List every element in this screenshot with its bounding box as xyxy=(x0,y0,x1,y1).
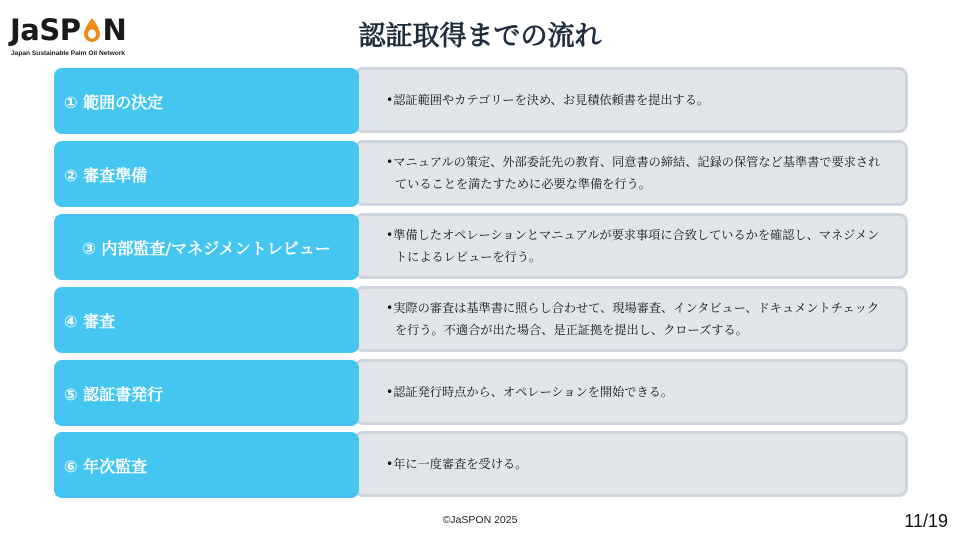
step-label: ⑥ 年次監査 xyxy=(54,432,359,498)
step-description-text: •年に一度審査を受ける。 xyxy=(386,457,528,471)
step-row xyxy=(54,286,908,352)
logo-wordmark-left: JaSP xyxy=(10,13,81,47)
step-label: ① 範囲の決定 xyxy=(54,68,359,134)
step-label: ④ 審査 xyxy=(54,287,359,353)
step-row xyxy=(54,431,908,497)
step-description-text: •準備したオペレーションとマニュアルが要求事項に合致しているかを確認し、マネジメントによるレビューを行う。 xyxy=(386,228,880,264)
step-description xyxy=(386,213,891,279)
step-description-text: •実際の審査は基準書に照らし合わせて、現場審査、インタビュー、ドキュメントチェックを行う。不適合が出た場合、是正証拠を提出し、クローズする。 xyxy=(386,301,880,337)
copyright-notice: ©JaSPON 2025 xyxy=(442,514,518,526)
logo-wordmark-right: N xyxy=(102,13,127,47)
step-description xyxy=(386,67,891,133)
page-title: 認証取得までの流れ xyxy=(358,21,602,52)
step-description-text: •マニュアルの策定、外部委託先の教育、同意書の締結、記録の保管など基準書で要求されていることを満たすために必要な準備を行う。 xyxy=(386,155,881,191)
step-row xyxy=(54,140,908,206)
step-label: ⑤ 認証書発行 xyxy=(54,360,359,426)
step-row xyxy=(54,359,908,425)
step-description xyxy=(386,286,891,352)
step-description-text: •認証範囲やカテゴリーを決め、お見積依頼書を提出する。 xyxy=(386,93,710,107)
step-description xyxy=(386,359,891,425)
step-description xyxy=(386,431,891,497)
logo-tagline: Japan Sustainable Palm Oil Network xyxy=(11,50,125,57)
step-label: ③ 内部監査/マネジメントレビュー xyxy=(54,214,359,280)
step-description xyxy=(386,140,891,206)
step-description-text: •認証発行時点から、オペレーションを開始できる。 xyxy=(386,385,674,399)
step-label: ② 審査準備 xyxy=(54,141,359,207)
step-row xyxy=(54,67,908,133)
step-row xyxy=(54,213,908,279)
page-number: 11/19 xyxy=(904,511,948,531)
